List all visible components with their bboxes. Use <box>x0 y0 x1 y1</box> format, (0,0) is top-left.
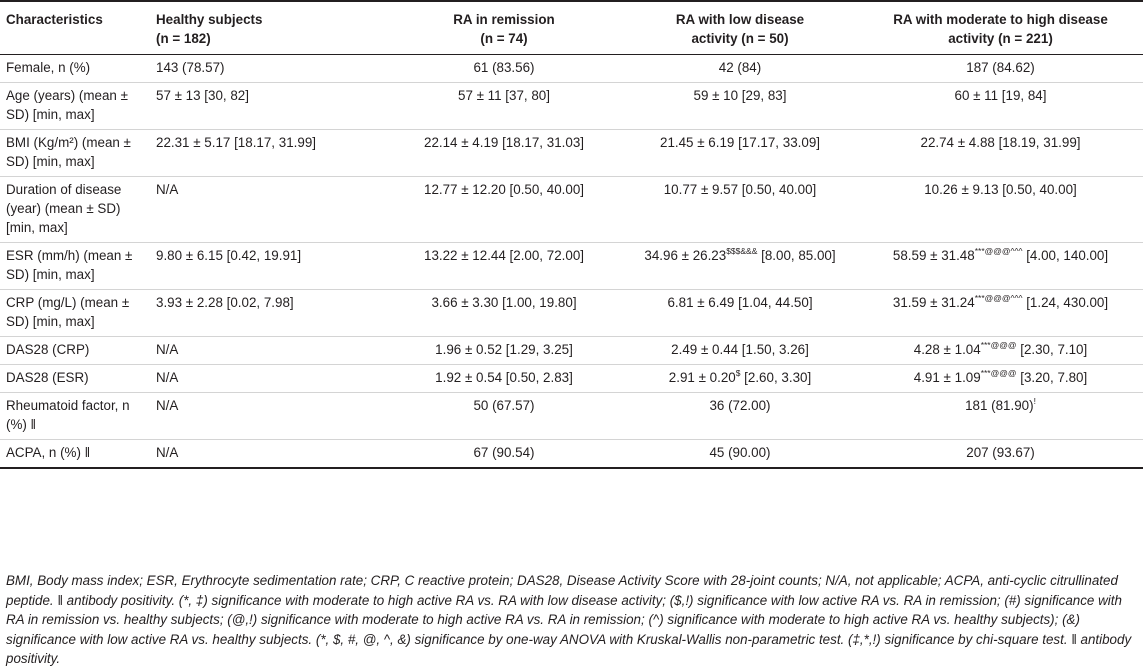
header-remission: RA in remission (n = 74) <box>453 12 555 46</box>
cell-healthy: N/A <box>156 182 179 197</box>
row-label: ESR (mm/h) (mean ± SD) [min, max] <box>6 248 133 282</box>
cell-healthy: 143 (78.57) <box>156 60 225 75</box>
significance-marks: ***@@@^^^ <box>974 293 1023 303</box>
cell-low: 21.45 ± 6.19 [17.17, 33.09] <box>660 135 820 150</box>
cell-healthy: 22.31 ± 5.17 [18.17, 31.99] <box>156 135 316 150</box>
cell-remission: 13.22 ± 12.44 [2.00, 72.00] <box>424 248 584 263</box>
significance-marks: ***@@@ <box>980 368 1017 378</box>
cell-moderate-high: 22.74 ± 4.88 [18.19, 31.99] <box>920 135 1081 150</box>
cell-remission: 57 ± 11 [37, 80] <box>458 88 550 103</box>
row-label: BMI (Kg/m²) (mean ± SD) [min, max] <box>6 135 131 169</box>
cell-low: 6.81 ± 6.49 [1.04, 44.50] <box>667 295 813 310</box>
table-row <box>0 290 1143 337</box>
table-row <box>0 440 1143 469</box>
cell-moderate-high <box>858 365 1143 393</box>
header-healthy: Healthy subjects (n = 182) <box>156 12 263 46</box>
cell-moderate-high <box>858 243 1143 290</box>
cell-moderate-high: 207 (93.67) <box>966 445 1035 460</box>
cell-remission: 50 (67.57) <box>473 398 535 413</box>
cell-low: 2.49 ± 0.44 [1.50, 3.26] <box>671 342 809 357</box>
row-label: DAS28 (ESR) <box>6 370 89 385</box>
cell-value: 4.28 ± 1.04 <box>913 342 981 357</box>
cell-low: 45 (90.00) <box>709 445 771 460</box>
header-moderate-high-activity: RA with moderate to high disease activity (n = 221) <box>893 12 1108 46</box>
cell-low: 36 (72.00) <box>709 398 771 413</box>
significance-marks: $ <box>735 368 741 378</box>
cell-remission: 1.92 ± 0.54 [0.50, 2.83] <box>435 370 573 385</box>
cell-value: 181 (81.90) <box>965 398 1034 413</box>
cell-range: [2.60, 3.30] <box>740 370 812 385</box>
cell-range: [8.00, 85.00] <box>757 248 836 263</box>
cell-moderate-high <box>858 337 1143 365</box>
cell-remission: 22.14 ± 4.19 [18.17, 31.03] <box>424 135 584 150</box>
cell-healthy: 3.93 ± 2.28 [0.02, 7.98] <box>156 295 294 310</box>
cell-range: [2.30, 7.10] <box>1016 342 1088 357</box>
cell-healthy: N/A <box>156 398 179 413</box>
row-label: CRP (mg/L) (mean ± SD) [min, max] <box>6 295 130 329</box>
cell-healthy: N/A <box>156 370 179 385</box>
header-characteristics: Characteristics <box>6 12 103 27</box>
significance-marks: ***@@@ <box>980 340 1017 350</box>
table-row <box>0 177 1143 243</box>
table-row <box>0 55 1143 83</box>
cell-moderate-high: 60 ± 11 [19, 84] <box>954 88 1047 103</box>
cell-remission: 3.66 ± 3.30 [1.00, 19.80] <box>431 295 577 310</box>
cell-value: 4.91 ± 1.09 <box>913 370 981 385</box>
cell-low <box>622 243 858 290</box>
cell-healthy: N/A <box>156 342 179 357</box>
cell-value: 58.59 ± 31.48 <box>892 248 975 263</box>
significance-marks: ***@@@^^^ <box>974 246 1023 256</box>
cell-low: 10.77 ± 9.57 [0.50, 40.00] <box>663 182 817 197</box>
row-label: DAS28 (CRP) <box>6 342 90 357</box>
table-row <box>0 130 1143 177</box>
table-row <box>0 393 1143 440</box>
cell-range: [4.00, 140.00] <box>1022 248 1109 263</box>
cell-remission: 1.96 ± 0.52 [1.29, 3.25] <box>435 342 573 357</box>
table-header-row <box>0 1 1143 55</box>
row-label: Rheumatoid factor, n (%) ‖ <box>6 398 130 432</box>
cell-healthy: 9.80 ± 6.15 [0.42, 19.91] <box>156 248 302 263</box>
cell-remission: 61 (83.56) <box>473 60 535 75</box>
row-label: Duration of disease (year) (mean ± SD) [min, max] <box>6 182 122 235</box>
cell-healthy: 57 ± 13 [30, 82] <box>156 88 249 103</box>
cell-remission: 12.77 ± 12.20 [0.50, 40.00] <box>424 182 584 197</box>
cell-remission: 67 (90.54) <box>473 445 535 460</box>
row-label: ACPA, n (%) ‖ <box>6 445 91 460</box>
row-label: Female, n (%) <box>6 60 91 75</box>
row-label: Age (years) (mean ± SD) [min, max] <box>6 88 128 122</box>
cell-moderate-high: 10.26 ± 9.13 [0.50, 40.00] <box>924 182 1077 197</box>
table-row <box>0 365 1143 393</box>
cell-low: 59 ± 10 [29, 83] <box>693 88 787 103</box>
cell-moderate-high <box>858 393 1143 440</box>
table-row <box>0 337 1143 365</box>
table-row <box>0 243 1143 290</box>
cell-range: [3.20, 7.80] <box>1016 370 1088 385</box>
table-row <box>0 83 1143 130</box>
cell-value: 34.96 ± 26.23 <box>644 248 727 263</box>
cell-low <box>622 365 858 393</box>
cell-healthy: N/A <box>156 445 179 460</box>
cell-low: 42 (84) <box>718 60 762 75</box>
cell-moderate-high <box>858 290 1143 337</box>
significance-marks: $$$&&& <box>726 246 758 256</box>
header-low-activity: RA with low disease activity (n = 50) <box>675 12 805 46</box>
cell-value: 31.59 ± 31.24 <box>892 295 975 310</box>
significance-marks: ! <box>1033 396 1036 406</box>
cell-range: [1.24, 430.00] <box>1022 295 1109 310</box>
cell-moderate-high: 187 (84.62) <box>966 60 1035 75</box>
cell-value: 2.91 ± 0.20 <box>668 370 736 385</box>
table-footnote: BMI, Body mass index; ESR, Erythrocyte sedimentation rate; CRP, C reactive protein; DAS28, Disease Activity Score with 28-joint counts; N/A, not applicable; ACPA, anti-cyclic citrullinated peptide. ‖ antibody positivity. (*, ‡) significance with moderate to high active RA vs. RA with low disease activity; ($,!) significance with low active RA vs. RA in remission; (#) significance with RA in remission vs. healthy subjects; (@,!) significance with moderate to high active RA vs. RA in remission; (^) significance with moderate to high active RA vs. healthy subjects); (&) significance with low active RA vs. healthy subjects. (*, $, #, @, ^, &) significance by one-way ANOVA with Kruskal-Wallis non-parametric test. (‡,*,!) significance by chi-square test. ‖ antibody positivity. <box>6 573 1132 666</box>
